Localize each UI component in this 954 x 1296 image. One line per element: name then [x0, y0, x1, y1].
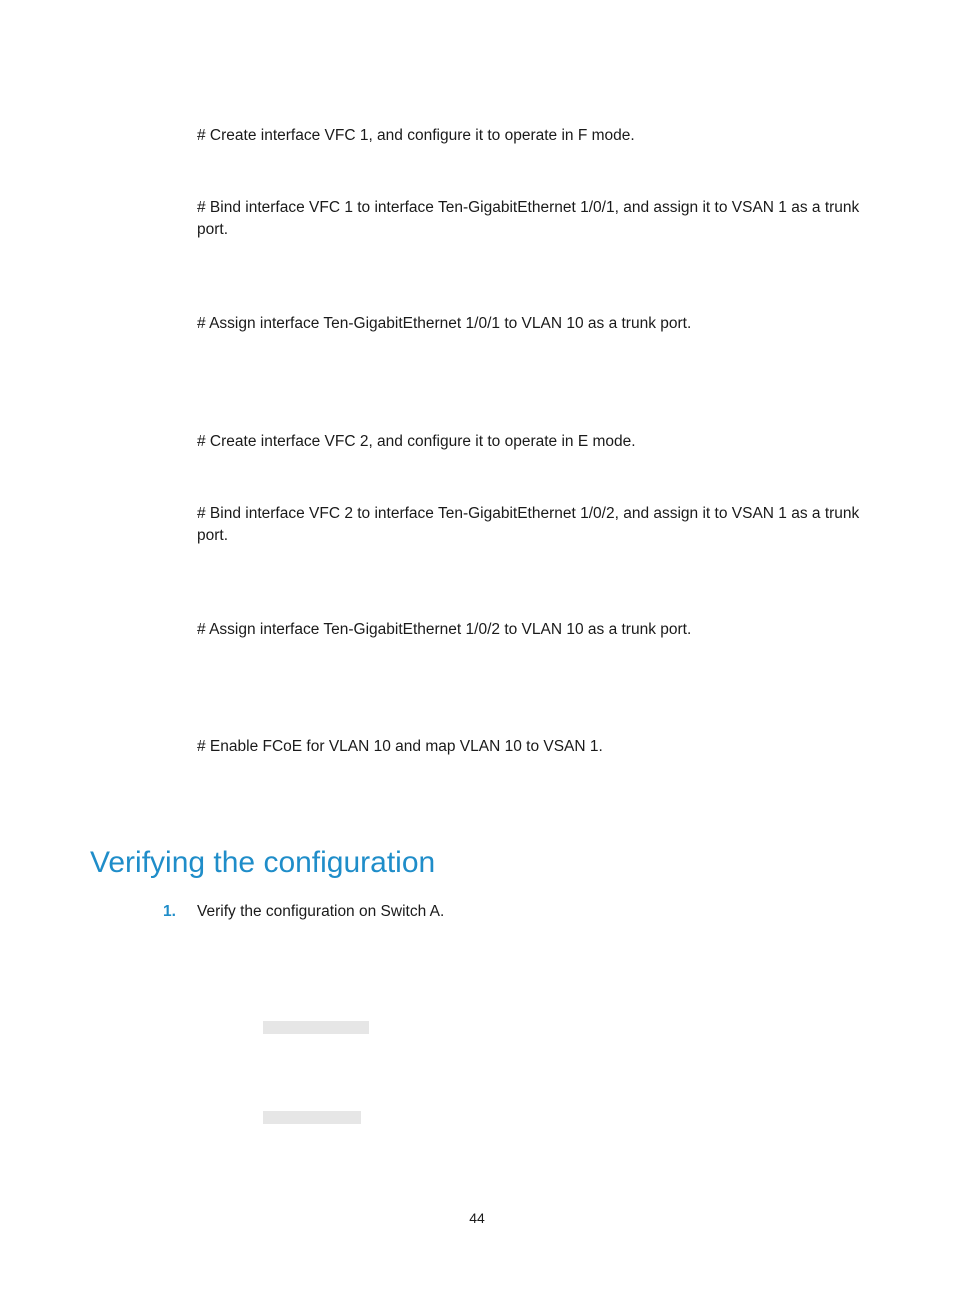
paragraph-bind-vfc2: # Bind interface VFC 2 to interface Ten-GigabitEthernet 1/0/2, and assign it to VSAN 1 as a trunk port. — [197, 505, 860, 544]
section-heading: Verifying the configuration — [90, 846, 436, 879]
paragraph-bind-vfc1: # Bind interface VFC 1 to interface Ten-GigabitEthernet 1/0/1, and assign it to VSAN 1 as a trunk port. — [197, 199, 860, 238]
page-number: 44 — [469, 1210, 485, 1226]
paragraph-create-vfc2: # Create interface VFC 2, and configure it to operate in E mode. — [197, 433, 636, 450]
paragraph-create-vfc1: # Create interface VFC 1, and configure it to operate in F mode. — [197, 127, 635, 144]
step-text: Verify the configuration on Switch A. — [197, 903, 445, 920]
paragraph-assign-te101: # Assign interface Ten-GigabitEthernet 1/0/1 to VLAN 10 as a trunk port. — [197, 315, 692, 332]
step-item — [163, 901, 444, 923]
step-number: 1. — [163, 903, 176, 920]
paragraph-enable-fcoe: # Enable FCoE for VLAN 10 and map VLAN 10 to VSAN 1. — [197, 738, 603, 755]
paragraph-assign-te102: # Assign interface Ten-GigabitEthernet 1/0/2 to VLAN 10 as a trunk port. — [197, 621, 692, 638]
gray-placeholder-bar — [263, 1021, 369, 1034]
gray-placeholder-bar — [263, 1111, 361, 1124]
